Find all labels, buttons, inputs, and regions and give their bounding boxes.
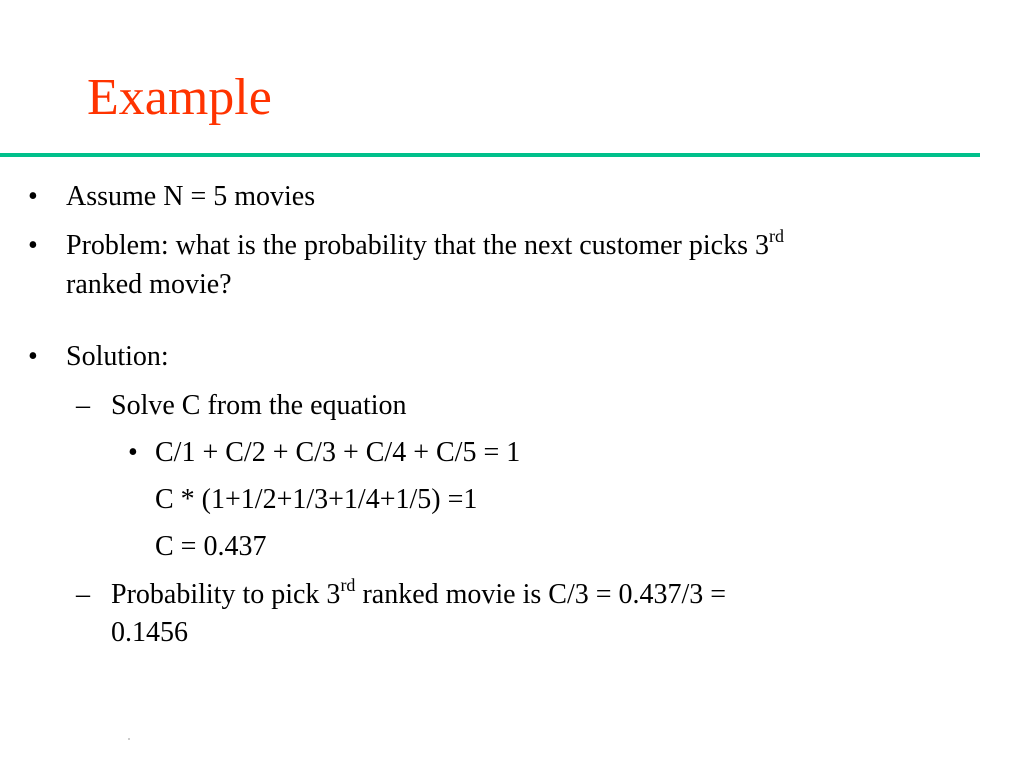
equation-line-1: C/1 + C/2 + C/3 + C/4 + C/5 = 1: [155, 437, 521, 468]
superscript-rd: rd: [340, 574, 356, 595]
bullet-problem: [66, 225, 784, 263]
slide-title: Example: [87, 69, 272, 126]
dash-marker: –: [76, 390, 90, 421]
probability-text-a: Probability to pick 3: [111, 579, 341, 610]
equation-line-3: C = 0.437: [155, 531, 267, 562]
stray-dot: [128, 738, 130, 740]
probability-result: 0.1456: [111, 617, 188, 648]
sub-bullet-solve: Solve C from the equation: [111, 390, 407, 421]
bullet-marker: •: [28, 230, 38, 261]
probability-text-b: ranked movie is C/3 = 0.437/3 =: [355, 579, 727, 610]
superscript-rd: rd: [768, 225, 784, 246]
title-divider: [0, 153, 980, 157]
sub-bullet-probability: [111, 574, 727, 612]
bullet-problem-text: Problem: what is the probability that the next customer picks 3: [66, 230, 769, 261]
bullet-marker: •: [28, 341, 38, 372]
bullet-marker: •: [28, 181, 38, 212]
bullet-problem-continuation: ranked movie?: [66, 269, 232, 300]
bullet-marker: •: [128, 437, 138, 468]
equation-line-2: C * (1+1/2+1/3+1/4+1/5) =1: [155, 484, 478, 515]
bullet-assume: Assume N = 5 movies: [66, 181, 316, 212]
dash-marker: –: [76, 579, 90, 610]
bullet-solution: Solution:: [66, 341, 169, 372]
